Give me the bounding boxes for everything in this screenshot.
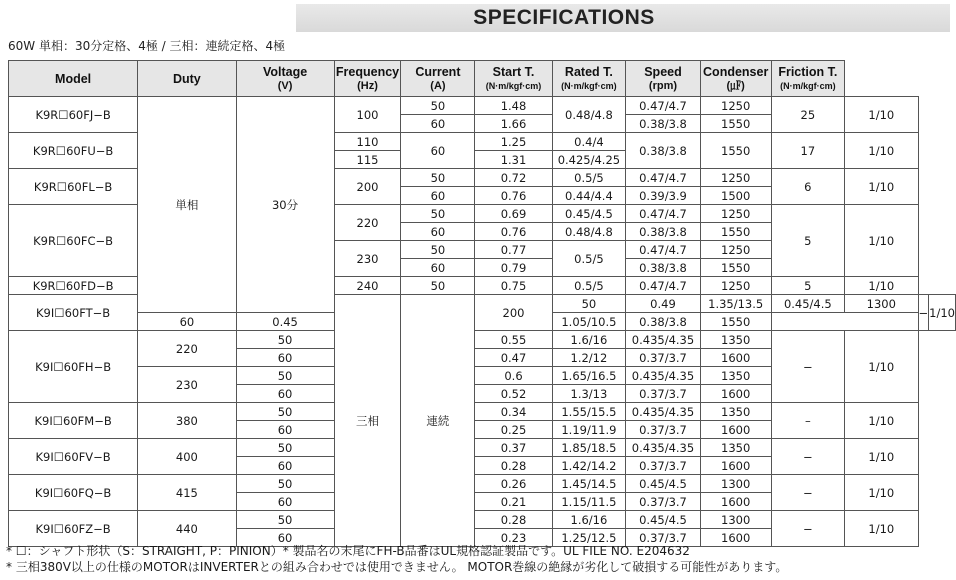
condenser-cell: −: [771, 439, 844, 475]
start-torque-cell: 0.425/4.25: [552, 151, 626, 169]
voltage-cell: 380: [138, 403, 236, 439]
model-cell: K9I☐60FQ−B: [9, 475, 138, 511]
friction-cell: 1/10: [845, 439, 918, 475]
subtitle: 60W 単相：30分定格、4極 / 三相：連続定格、4極: [8, 39, 286, 53]
current-cell: 0.26: [475, 475, 552, 493]
header-voltage: Voltage (V): [236, 61, 334, 97]
frequency-cell: 60: [401, 223, 475, 241]
condenser-cell: 5: [771, 277, 844, 295]
current-cell: 0.69: [475, 205, 552, 223]
friction-cell: 1/10: [845, 169, 918, 205]
frequency-cell: 50: [401, 241, 475, 259]
current-cell: 0.34: [475, 403, 552, 421]
condenser-cell: −: [918, 295, 929, 331]
frequency-cell: 50: [401, 97, 475, 115]
voltage-cell: 220: [138, 331, 236, 367]
start-torque-cell: 1.2/12: [552, 349, 626, 367]
table-row: [9, 439, 956, 457]
speed-cell: 1550: [700, 133, 771, 169]
current-cell: 1.48: [475, 97, 552, 115]
header-friction-torque: Friction T. (N·m/kgf·cm): [771, 61, 844, 97]
start-torque-cell: 1.85/18.5: [552, 439, 626, 457]
friction-cell: 1/10: [929, 295, 956, 331]
speed-cell: 1250: [700, 241, 771, 259]
footnotes: [6, 544, 787, 575]
frequency-cell: 60: [236, 457, 334, 475]
friction-cell: 1/10: [845, 205, 918, 277]
start-torque-cell: 0.45/4.5: [552, 205, 626, 223]
start-torque-cell: 0.48/4.8: [552, 97, 626, 133]
rated-torque-cell: 0.38/3.8: [626, 133, 701, 169]
header-model: Model: [9, 61, 138, 97]
speed-cell: 1550: [700, 259, 771, 277]
rated-torque-cell: 0.38/3.8: [626, 313, 701, 331]
start-torque-cell: 1.6/16: [552, 511, 626, 529]
condenser-cell: 5: [771, 205, 844, 277]
speed-cell: 1250: [700, 97, 771, 115]
current-cell: 0.45: [236, 313, 334, 331]
speed-cell: 1500: [700, 187, 771, 205]
frequency-cell: 60: [401, 187, 475, 205]
duty-cell: 30分: [236, 97, 334, 313]
current-cell: 0.77: [475, 241, 552, 259]
speed-cell: 1350: [700, 439, 771, 457]
model-cell: K9I☐60FM−B: [9, 403, 138, 439]
rated-torque-cell: 0.45/4.5: [626, 475, 701, 493]
friction-cell: 1/10: [845, 97, 918, 133]
header-speed: Speed (rpm): [626, 61, 701, 97]
voltage-cell: 400: [138, 439, 236, 475]
start-torque-cell: 1.42/14.2: [552, 457, 626, 475]
voltage-cell: 230: [334, 241, 401, 277]
speed-cell: 1300: [700, 511, 771, 529]
friction-cell: 1/10: [845, 331, 918, 403]
start-torque-cell: 1.55/15.5: [552, 403, 626, 421]
current-cell: 0.6: [475, 367, 552, 385]
start-torque-cell: 1.45/14.5: [552, 475, 626, 493]
current-cell: 0.47: [475, 349, 552, 367]
model-cell: K9R☐60FJ−B: [9, 97, 138, 133]
rated-torque-cell: 0.38/3.8: [626, 115, 701, 133]
frequency-cell: 60: [236, 493, 334, 511]
frequency-cell: 60: [236, 349, 334, 367]
duty-cell: 連続: [401, 295, 475, 547]
start-torque-cell: 1.15/11.5: [552, 493, 626, 511]
speed-cell: 1300: [700, 475, 771, 493]
model-cell: K9I☐60FZ−B: [9, 511, 138, 547]
rated-torque-cell: 0.37/3.7: [626, 349, 701, 367]
rated-torque-cell: 0.435/4.35: [626, 331, 701, 349]
voltage-cell: 100: [334, 97, 401, 133]
start-torque-cell: 1.05/10.5: [552, 313, 626, 331]
model-cell: K9R☐60FD−B: [9, 277, 138, 295]
start-torque-cell: 0.44/4.4: [552, 187, 626, 205]
current-cell: 0.55: [475, 331, 552, 349]
start-torque-cell: 1.35/13.5: [700, 295, 771, 313]
frequency-cell: 60: [138, 313, 236, 331]
frequency-cell: 60: [401, 115, 475, 133]
rated-torque-cell: 0.37/3.7: [626, 421, 701, 439]
current-cell: 1.25: [475, 133, 552, 151]
header-start-torque: Start T. (N·m/kgf·cm): [475, 61, 552, 97]
model-cell: K9R☐60FL−B: [9, 169, 138, 205]
spec-table: [8, 60, 956, 547]
header-rated-torque: Rated T. (N·m/kgf·cm): [552, 61, 626, 97]
header-duty: Duty: [138, 61, 236, 97]
friction-cell: 1/10: [845, 511, 918, 547]
phase-cell: 三相: [334, 295, 401, 547]
speed-cell: 1600: [700, 385, 771, 403]
model-cell: K9R☐60FU−B: [9, 133, 138, 169]
frequency-cell: 50: [236, 439, 334, 457]
table-row: [9, 403, 956, 421]
speed-cell: 1600: [700, 493, 771, 511]
frequency-cell: 60: [236, 385, 334, 403]
frequency-cell: 60: [236, 421, 334, 439]
start-torque-cell: 0.4/4: [552, 133, 626, 151]
rated-torque-cell: 0.37/3.7: [626, 493, 701, 511]
rated-torque-cell: 0.37/3.7: [626, 385, 701, 403]
footnote-shaft: * ☐：シャフト形状（S：STRAIGHT, P：PINION）* 製品名の末尾にFH-B品番はUL規格認証製品です。UL FILE NO. E204632: [6, 544, 690, 558]
speed-cell: 1250: [700, 169, 771, 187]
rated-torque-cell: 0.435/4.35: [626, 439, 701, 457]
rated-torque-cell: 0.38/3.8: [626, 259, 701, 277]
rated-torque-cell: 0.47/4.7: [626, 169, 701, 187]
speed-cell: 1550: [700, 223, 771, 241]
current-cell: 0.21: [475, 493, 552, 511]
frequency-cell: 50: [401, 169, 475, 187]
model-cell: K9I☐60FV−B: [9, 439, 138, 475]
voltage-cell: 230: [138, 367, 236, 403]
rated-torque-cell: 0.45/4.5: [626, 511, 701, 529]
start-torque-cell: 0.48/4.8: [552, 223, 626, 241]
current-cell: 0.23: [475, 529, 552, 547]
condenser-cell: 6: [771, 169, 844, 205]
voltage-cell: 220: [334, 205, 401, 241]
current-cell: 0.28: [475, 457, 552, 475]
start-torque-cell: 1.6/16: [552, 331, 626, 349]
speed-cell: 1600: [700, 421, 771, 439]
voltage-cell: 110: [334, 133, 401, 151]
frequency-cell: 50: [236, 331, 334, 349]
frequency-cell: 50: [236, 511, 334, 529]
page-title: SPECIFICATIONS: [473, 6, 655, 29]
rated-torque-cell: 0.37/3.7: [626, 457, 701, 475]
friction-cell: 1/10: [845, 133, 918, 169]
speed-cell: 1550: [700, 313, 771, 331]
current-cell: 0.52: [475, 385, 552, 403]
start-torque-cell: 0.5/5: [552, 277, 626, 295]
header-frequency: Frequency (Hz): [334, 61, 401, 97]
rated-torque-cell: 0.47/4.7: [626, 277, 701, 295]
table-row: [9, 331, 956, 349]
speed-cell: 1600: [700, 457, 771, 475]
rated-torque-cell: 0.47/4.7: [626, 97, 701, 115]
condenser-cell: −: [771, 475, 844, 511]
start-torque-cell: 1.3/13: [552, 385, 626, 403]
current-cell: 0.37: [475, 439, 552, 457]
current-cell: 0.76: [475, 223, 552, 241]
current-cell: 0.28: [475, 511, 552, 529]
current-cell: 0.75: [475, 277, 552, 295]
speed-cell: 1350: [700, 367, 771, 385]
current-cell: 0.25: [475, 421, 552, 439]
speed-cell: 1250: [700, 277, 771, 295]
start-torque-cell: 1.65/16.5: [552, 367, 626, 385]
friction-cell: 1/10: [845, 475, 918, 511]
voltage-cell: 415: [138, 475, 236, 511]
model-cell: K9R☐60FC−B: [9, 205, 138, 277]
frequency-cell: 50: [401, 205, 475, 223]
condenser-cell: −: [771, 331, 844, 403]
rated-torque-cell: 0.45/4.5: [771, 295, 844, 313]
speed-cell: 1600: [700, 349, 771, 367]
model-cell: K9I☐60FT−B: [9, 295, 138, 331]
current-cell: 0.72: [475, 169, 552, 187]
frequency-cell: 50: [401, 277, 475, 295]
voltage-cell: 440: [138, 511, 236, 547]
frequency-cell: 60: [236, 529, 334, 547]
start-torque-cell: 0.5/5: [552, 169, 626, 187]
table-row: [9, 97, 956, 115]
header-row: [9, 61, 956, 97]
model-cell: K9I☐60FH−B: [9, 331, 138, 403]
condenser-cell: 25: [771, 97, 844, 133]
condenser-cell: –: [771, 403, 844, 439]
rated-torque-cell: 0.39/3.9: [626, 187, 701, 205]
voltage-cell: 200: [475, 295, 552, 331]
rated-torque-cell: 0.37/3.7: [626, 529, 701, 547]
voltage-cell: 200: [334, 169, 401, 205]
start-torque-cell: 1.19/11.9: [552, 421, 626, 439]
frequency-cell: 50: [236, 475, 334, 493]
table-row: [9, 511, 956, 529]
friction-cell: 1/10: [845, 277, 918, 295]
speed-cell: 1300: [845, 295, 918, 313]
phase-cell: 単相: [138, 97, 236, 313]
frequency-cell: 50: [236, 403, 334, 421]
condenser-cell: −: [771, 511, 844, 547]
footnote-inverter: * 三相380V以上の仕様のMOTORはINVERTERとの組み合わせでは使用できません。 MOTOR巻線の絶縁が劣化して破損する可能性があります。: [6, 559, 788, 574]
current-cell: 0.79: [475, 259, 552, 277]
frequency-cell: 60: [401, 133, 475, 169]
voltage-cell: 240: [334, 277, 401, 295]
rated-torque-cell: 0.47/4.7: [626, 241, 701, 259]
speed-cell: 1350: [700, 331, 771, 349]
rated-torque-cell: 0.47/4.7: [626, 205, 701, 223]
rated-torque-cell: 0.435/4.35: [626, 403, 701, 421]
speed-cell: 1600: [700, 529, 771, 547]
header-current: Current (A): [401, 61, 475, 97]
header-condenser: Condenser (㎌): [700, 61, 771, 97]
frequency-cell: 50: [236, 367, 334, 385]
rated-torque-cell: 0.38/3.8: [626, 223, 701, 241]
current-cell: 0.49: [626, 295, 701, 313]
condenser-cell: 17: [771, 133, 844, 169]
speed-cell: 1250: [700, 205, 771, 223]
frequency-cell: 60: [401, 259, 475, 277]
current-cell: 0.76: [475, 187, 552, 205]
table-row: [9, 475, 956, 493]
current-cell: 1.31: [475, 151, 552, 169]
speed-cell: 1550: [700, 115, 771, 133]
frequency-cell: 50: [552, 295, 626, 313]
rated-torque-cell: 0.435/4.35: [626, 367, 701, 385]
voltage-cell: 115: [334, 151, 401, 169]
speed-cell: 1350: [700, 403, 771, 421]
start-torque-cell: 0.5/5: [552, 241, 626, 277]
friction-cell: 1/10: [845, 403, 918, 439]
start-torque-cell: 1.25/12.5: [552, 529, 626, 547]
current-cell: 1.66: [475, 115, 552, 133]
